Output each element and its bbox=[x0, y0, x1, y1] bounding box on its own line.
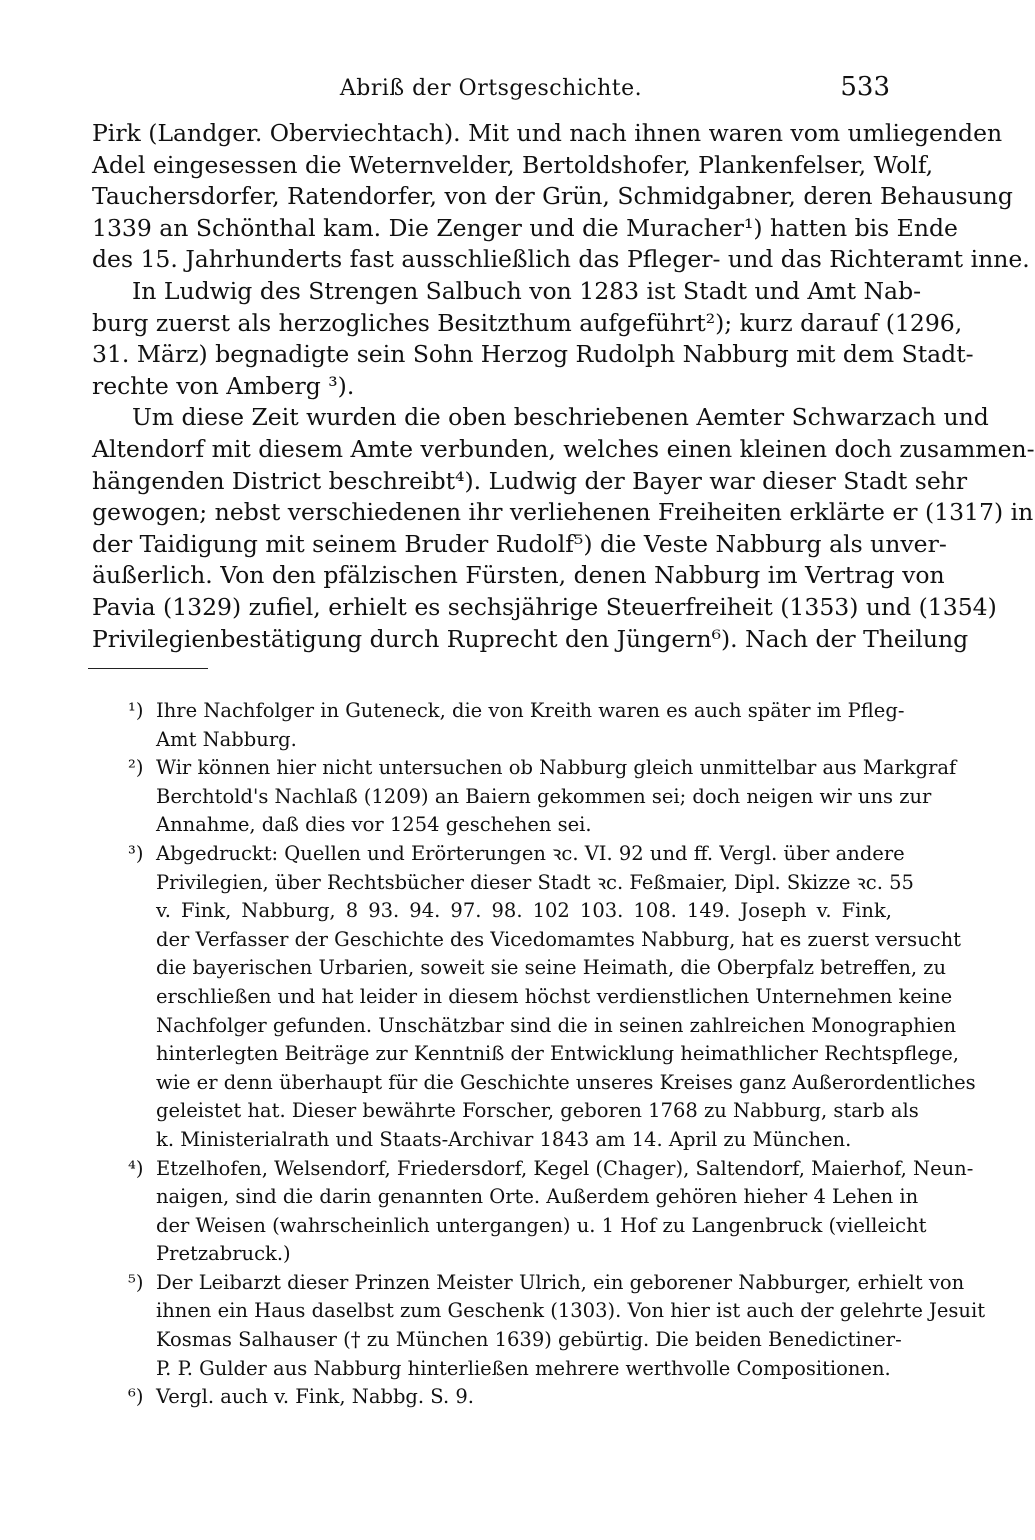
text-line: burg zuerst als herzogliches Besitzthum aufgeführt²); kurz darauf (1296, bbox=[92, 308, 963, 337]
footnote-separator-rule bbox=[88, 668, 208, 669]
footnotes bbox=[122, 697, 986, 1412]
running-title: Abriß der Ortsgeschichte. bbox=[339, 76, 643, 101]
footnote-line bbox=[122, 1183, 919, 1212]
footnote-text: wie er denn überhaupt für die Geschichte unseres Kreises ganz Außerordentliches bbox=[156, 1070, 976, 1094]
footnote-line bbox=[122, 1297, 986, 1326]
footnote-text: Wir können hier nicht untersuchen ob Nabburg gleich unmittelbar aus Markgraf bbox=[156, 756, 957, 780]
footnote-text: v. Fink, Nabburg, 8 93. 94. 97. 98. 102 103. 108. 149. Joseph v. Fink, bbox=[156, 899, 892, 923]
footnote-marker: ⁴) bbox=[128, 1156, 144, 1180]
footnote-marker: ⁵) bbox=[128, 1270, 144, 1294]
footnote-line bbox=[122, 954, 947, 983]
page-number: 533 bbox=[840, 72, 890, 102]
footnote-marker: ⁶) bbox=[128, 1385, 144, 1409]
text-line: 1339 an Schönthal kam. Die Zenger und die Muracher¹) hatten bis Ende bbox=[92, 213, 958, 242]
footnote-text: Vergl. auch v. Fink, Nabbg. S. 9. bbox=[156, 1385, 474, 1409]
footnote bbox=[122, 1269, 986, 1383]
footnote-line bbox=[122, 869, 914, 898]
footnote-line bbox=[122, 1269, 965, 1298]
footnote-text: geleistet hat. Dieser bewährte Forscher, geboren 1768 zu Nabburg, starb als bbox=[156, 1099, 919, 1123]
footnote bbox=[122, 1383, 892, 1412]
footnote bbox=[122, 1155, 974, 1269]
footnote-line bbox=[122, 1040, 959, 1069]
footnote-text: Ihre Nachfolger in Guteneck, die von Kreith waren es auch später im Pfleg- bbox=[156, 699, 905, 722]
footnote-text: ihnen ein Haus daselbst zum Geschenk (1303). Von hier ist auch der gelehrte Jesuit bbox=[156, 1299, 986, 1323]
footnote-text: Pretzabruck.) bbox=[156, 1242, 291, 1266]
footnote-text: P. P. Gulder aus Nabburg hinterließen mehrere werthvolle Compositionen. bbox=[156, 1356, 891, 1380]
footnote-text: die bayerischen Urbarien, soweit sie seine Heimath, die Oberpfalz betreffen, zu bbox=[156, 956, 947, 980]
text-line: der Taidigung mit seinem Bruder Rudolf⁵) die Veste Nabburg als unver- bbox=[92, 529, 947, 558]
footnote-marker: ¹) bbox=[128, 699, 144, 722]
footnote-line bbox=[122, 754, 957, 783]
footnote-line bbox=[122, 1240, 892, 1269]
footnote bbox=[122, 754, 957, 840]
footnote-marker: ²) bbox=[128, 756, 144, 780]
footnote-text: der Verfasser der Geschichte des Vicedomamtes Nabburg, hat es zuerst versucht bbox=[156, 927, 962, 951]
text-line: gewogen; nebst verschiedenen ihr verliehenen Freiheiten erklärte er (1317) in bbox=[92, 498, 1034, 527]
text-line: Adel eingesessen die Weternvelder, Bertoldshofer, Plankenfelser, Wolf, bbox=[92, 150, 934, 179]
footnote-line bbox=[122, 1155, 974, 1184]
footnote-text: Kosmas Salhauser († zu München 1639) gebürtig. Die beiden Benedictiner- bbox=[156, 1328, 902, 1352]
text-line: Pirk (Landger. Oberviechtach). Mit und nach ihnen waren vom umliegenden bbox=[92, 119, 1003, 147]
text-line: 31. März) begnadigte sein Sohn Herzog Rudolph Nabburg mit dem Stadt- bbox=[92, 340, 974, 369]
footnote-text: Annahme, daß dies vor 1254 geschehen sei. bbox=[156, 813, 592, 837]
footnote-line bbox=[122, 697, 905, 726]
text-line: rechte von Amberg ³). bbox=[92, 371, 355, 400]
footnote-line bbox=[122, 1012, 957, 1041]
footnote-text: Etzelhofen, Welsendorf, Friedersdorf, Kegel (Chager), Saltendorf, Maierhof, Neun- bbox=[156, 1156, 974, 1180]
footnote-line bbox=[122, 1097, 919, 1126]
footnote-text: Amt Nabburg. bbox=[156, 727, 297, 751]
text-line: äußerlich. Von den pfälzischen Fürsten, denen Nabburg im Vertrag von bbox=[92, 561, 945, 590]
footnote-text: Nachfolger gefunden. Unschätzbar sind die in seinen zahlreichen Monographien bbox=[156, 1013, 957, 1037]
footnote-text: naigen, sind die darin genannten Orte. Außerdem gehören hieher 4 Lehen in bbox=[156, 1185, 919, 1209]
footnote-line bbox=[122, 1212, 927, 1241]
footnote-text: Abgedruckt: Quellen und Erörterungen ꝛc. VI. 92 und ff. Vergl. über andere bbox=[156, 841, 905, 865]
footnote-line bbox=[122, 1069, 976, 1098]
footnote-text: Der Leibarzt dieser Prinzen Meister Ulrich, ein geborener Nabburger, erhielt von bbox=[156, 1270, 965, 1294]
footnote-text: hinterlegten Beiträge zur Kenntniß der Entwicklung heimathlicher Rechtspflege, bbox=[156, 1042, 959, 1066]
footnote-text: Berchtold's Nachlaß (1209) an Baiern gekommen sei; doch neigen wir uns zur bbox=[156, 784, 932, 808]
text-line: Privilegienbestätigung durch Ruprecht den Jüngern⁶). Nach der Theilung bbox=[92, 624, 969, 653]
text-line: Um diese Zeit wurden die oben beschriebenen Aemter Schwarzach und bbox=[132, 403, 989, 432]
footnote-line bbox=[122, 1326, 902, 1355]
text-line: hängenden District beschreibt⁴). Ludwig der Bayer war dieser Stadt sehr bbox=[92, 466, 968, 495]
footnote-line bbox=[122, 1355, 892, 1384]
footnote-marker: ³) bbox=[128, 841, 144, 865]
footnote-text: k. Ministerialrath und Staats-Archivar 1843 am 14. April zu München. bbox=[156, 1127, 852, 1151]
footnote-line bbox=[122, 926, 962, 955]
footnote-line bbox=[122, 1383, 892, 1412]
footnote-line bbox=[122, 811, 892, 840]
footnote-line bbox=[122, 726, 892, 755]
footnote bbox=[122, 697, 905, 754]
footnote-line bbox=[122, 897, 892, 926]
text-line: Tauchersdorfer, Ratendorfer, von der Grün, Schmidgabner, deren Behausung bbox=[92, 182, 1013, 211]
footnote-line bbox=[122, 1126, 892, 1155]
footnote-text: Privilegien, über Rechtsbücher dieser Stadt ꝛc. Feßmaier, Dipl. Skizze ꝛc. 55 bbox=[156, 870, 914, 894]
footnote bbox=[122, 840, 976, 1155]
text-line: Altendorf mit diesem Amte verbunden, welches einen kleinen doch zusammen- bbox=[92, 434, 1035, 463]
footnote-text: der Weisen (wahrscheinlich untergangen) u. 1 Hof zu Langenbruck (vielleicht bbox=[156, 1213, 927, 1237]
text-line: des 15. Jahrhunderts fast ausschließlich das Pfleger- und das Richteramt inne. bbox=[92, 245, 1030, 274]
footnote-line bbox=[122, 840, 905, 869]
footnote-text: erschließen und hat leider in diesem höchst verdienstlichen Unternehmen keine bbox=[156, 984, 953, 1008]
text-line: Pavia (1329) zufiel, erhielt es sechsjährige Steuerfreiheit (1353) und (1354) bbox=[92, 592, 997, 621]
footnote-line bbox=[122, 783, 932, 812]
footnote-line bbox=[122, 983, 953, 1012]
page-header bbox=[92, 70, 890, 106]
main-text bbox=[92, 118, 1035, 655]
text-line: In Ludwig des Strengen Salbuch von 1283 ist Stadt und Amt Nab- bbox=[132, 276, 922, 305]
